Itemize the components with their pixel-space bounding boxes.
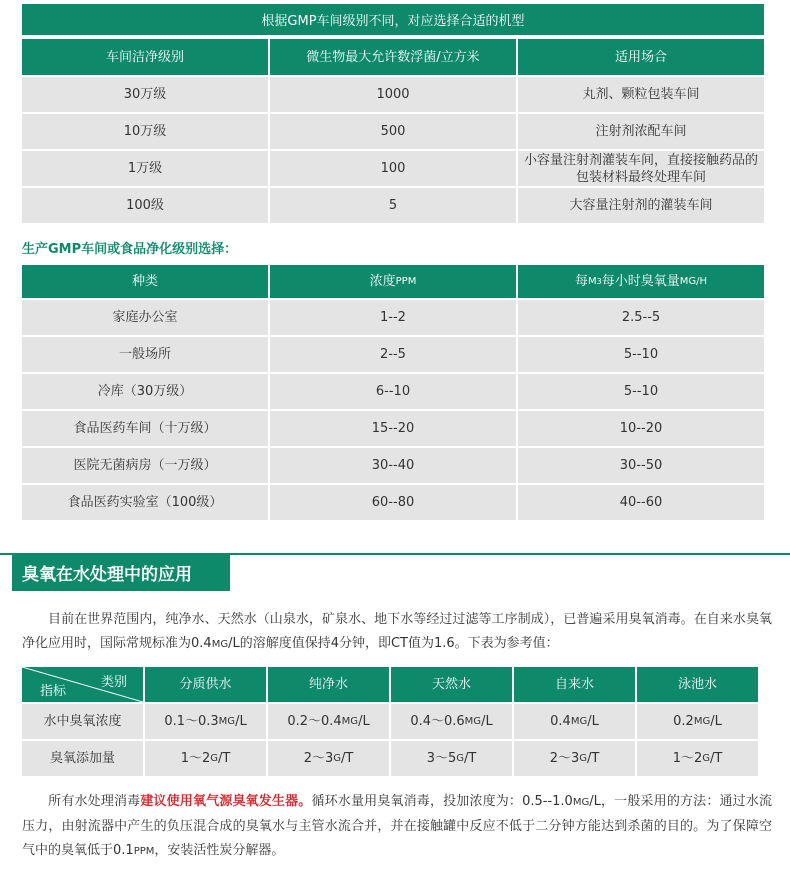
table-cell: 2.5--5 xyxy=(518,300,764,335)
unit-text: G xyxy=(210,753,218,764)
corner-indicator-label: 指标 xyxy=(40,684,67,699)
value-text: 3～5 xyxy=(426,751,457,766)
water-treatment-intro xyxy=(22,608,772,657)
value-text: 2～3 xyxy=(303,751,334,766)
header-unit: M xyxy=(588,276,597,287)
table-cell xyxy=(391,741,512,776)
table-cell: 家庭办公室 xyxy=(22,300,268,335)
table-cell xyxy=(268,704,389,739)
header-text: 浓度 xyxy=(369,274,396,289)
table-header-cell: 微生物最大允许数浮菌/立方米 xyxy=(270,39,516,75)
table-cell: 10万级 xyxy=(22,114,268,149)
table-cell xyxy=(637,741,758,776)
table-cell: 食品医药车间（十万级） xyxy=(22,411,268,446)
value-text: /T xyxy=(586,751,600,766)
unit-text: MG xyxy=(572,797,590,808)
value-text: /T xyxy=(463,751,477,766)
table-cell: 5--10 xyxy=(518,374,764,409)
table-header-cell: 车间洁净级别 xyxy=(22,39,268,75)
header-text: 每小时臭氧量 xyxy=(601,274,680,289)
table-cell: 500 xyxy=(270,114,516,149)
row-label-cell: 水中臭氧浓度 xyxy=(22,704,143,739)
table-cell: 1万级 xyxy=(22,151,268,186)
table-cell xyxy=(514,704,635,739)
paragraph-text: ，安装活性炭分解器。 xyxy=(154,843,285,858)
header-superscript: 3 xyxy=(596,277,602,286)
unit-text: G xyxy=(333,753,341,764)
value-text: 1～2 xyxy=(672,751,703,766)
table-cell: 30万级 xyxy=(22,77,268,112)
header-unit: MG/H xyxy=(679,276,708,287)
value-text: /L xyxy=(235,714,247,729)
table2-subheading: 生产GMP车间或食品净化级别选择： xyxy=(22,242,238,257)
value-text: /L xyxy=(587,714,599,729)
table-cell: 冷库（30万级） xyxy=(22,374,268,409)
table-cell xyxy=(391,704,512,739)
paragraph-text: 所有水处理消毒 xyxy=(48,794,141,809)
corner-header-cell xyxy=(22,667,143,702)
table-header-cell xyxy=(270,265,516,298)
section-title: 臭氧在水处理中的应用 xyxy=(12,553,230,591)
table-cell: 6--10 xyxy=(270,374,516,409)
water-ozone-table xyxy=(22,667,758,776)
value-text: 0.4～0.6 xyxy=(410,714,465,729)
table1-banner: 根据GMP车间级别不同，对应选择合适的机型 xyxy=(22,4,764,35)
paragraph-text: 目前在世界范围内，纯净水、天然水（山泉水，矿泉水、地下水等经过过滤等工序制成），已普遍采用臭氧消毒。在自来水臭氧净化应用时，国际常规标准为0.4 xyxy=(22,612,772,651)
table-cell: 2--5 xyxy=(270,337,516,372)
table-header-cell: 分质供水 xyxy=(145,667,266,702)
table-cell: 食品医药实验室（100级） xyxy=(22,485,268,520)
highlight-text: 建议使用氧气源臭氧发生器。 xyxy=(140,794,312,809)
table-cell: 30--50 xyxy=(518,448,764,483)
unit-text: PPM xyxy=(133,846,155,857)
table-cell: 60--80 xyxy=(270,485,516,520)
table-cell: 注射剂浓配车间 xyxy=(518,114,764,149)
table-cell: 100级 xyxy=(22,188,268,223)
table-cell: 1000 xyxy=(270,77,516,112)
value-text: 2～3 xyxy=(549,751,580,766)
unit-text: MG xyxy=(211,639,229,650)
value-text: /L xyxy=(481,714,493,729)
table-header-cell: 泳池水 xyxy=(637,667,758,702)
table-cell: 小容量注射剂灌装车间，直接接触药品的包装材料最终处理车间 xyxy=(518,151,764,186)
table-cell: 30--40 xyxy=(270,448,516,483)
value-text: 1～2 xyxy=(180,751,211,766)
value-text: /L xyxy=(358,714,370,729)
table-cell: 5 xyxy=(270,188,516,223)
table-cell: 医院无菌病房（一万级） xyxy=(22,448,268,483)
unit-text: MG xyxy=(341,716,359,727)
value-text: /T xyxy=(709,751,723,766)
table-header-cell: 纯净水 xyxy=(268,667,389,702)
header-unit: PPM xyxy=(395,276,417,287)
value-text: 0.2～0.4 xyxy=(287,714,342,729)
table-header-cell: 适用场合 xyxy=(518,39,764,75)
value-text: /T xyxy=(217,751,231,766)
unit-text: G xyxy=(456,753,464,764)
paragraph-text: 循环水量用臭氧消毒，投加浓度为：0.5--1.0 xyxy=(311,794,573,809)
value-text: 0.4 xyxy=(550,714,571,729)
unit-text: G xyxy=(579,753,587,764)
table-cell xyxy=(268,741,389,776)
table-cell: 100 xyxy=(270,151,516,186)
table-header-cell xyxy=(518,265,764,298)
water-treatment-recommendation xyxy=(22,790,772,864)
value-text: 0.1～0.3 xyxy=(164,714,219,729)
ozone-dosage-table xyxy=(22,265,764,520)
table-header-cell: 种类 xyxy=(22,265,268,298)
gmp-level-table xyxy=(22,39,764,223)
value-text: /T xyxy=(340,751,354,766)
table-cell: 5--10 xyxy=(518,337,764,372)
value-text: 0.2 xyxy=(673,714,694,729)
paragraph-text: /L，一般采用的方法：通过水流压力，由射流器中产生的负压混合成的臭氧水与主管水流合并，并在接触罐中反应不低于二分钟方能达到杀菌的目的。为了保障空气中的臭氧低于0.1 xyxy=(22,794,772,858)
table-cell: 1--2 xyxy=(270,300,516,335)
table-cell xyxy=(145,741,266,776)
unit-text: MG xyxy=(464,716,482,727)
header-text: 每 xyxy=(574,274,588,289)
table-cell: 丸剂、颗粒包装车间 xyxy=(518,77,764,112)
table-cell: 15--20 xyxy=(270,411,516,446)
table-cell: 40--60 xyxy=(518,485,764,520)
table-cell xyxy=(637,704,758,739)
unit-text: G xyxy=(702,753,710,764)
table-header-cell: 天然水 xyxy=(391,667,512,702)
table-cell xyxy=(514,741,635,776)
corner-category-label: 类别 xyxy=(100,675,127,690)
table-cell: 一般场所 xyxy=(22,337,268,372)
unit-text: MG xyxy=(693,716,711,727)
table-cell xyxy=(145,704,266,739)
table-cell: 大容量注射剂的灌装车间 xyxy=(518,188,764,223)
paragraph-text: /L的溶解度值保持4分钟，即CT值为1.6。下表为参考值： xyxy=(228,636,559,651)
table-cell: 10--20 xyxy=(518,411,764,446)
table-header-cell: 自来水 xyxy=(514,667,635,702)
unit-text: MG xyxy=(218,716,236,727)
value-text: /L xyxy=(710,714,722,729)
row-label-cell: 臭氧添加量 xyxy=(22,741,143,776)
unit-text: MG xyxy=(570,716,588,727)
